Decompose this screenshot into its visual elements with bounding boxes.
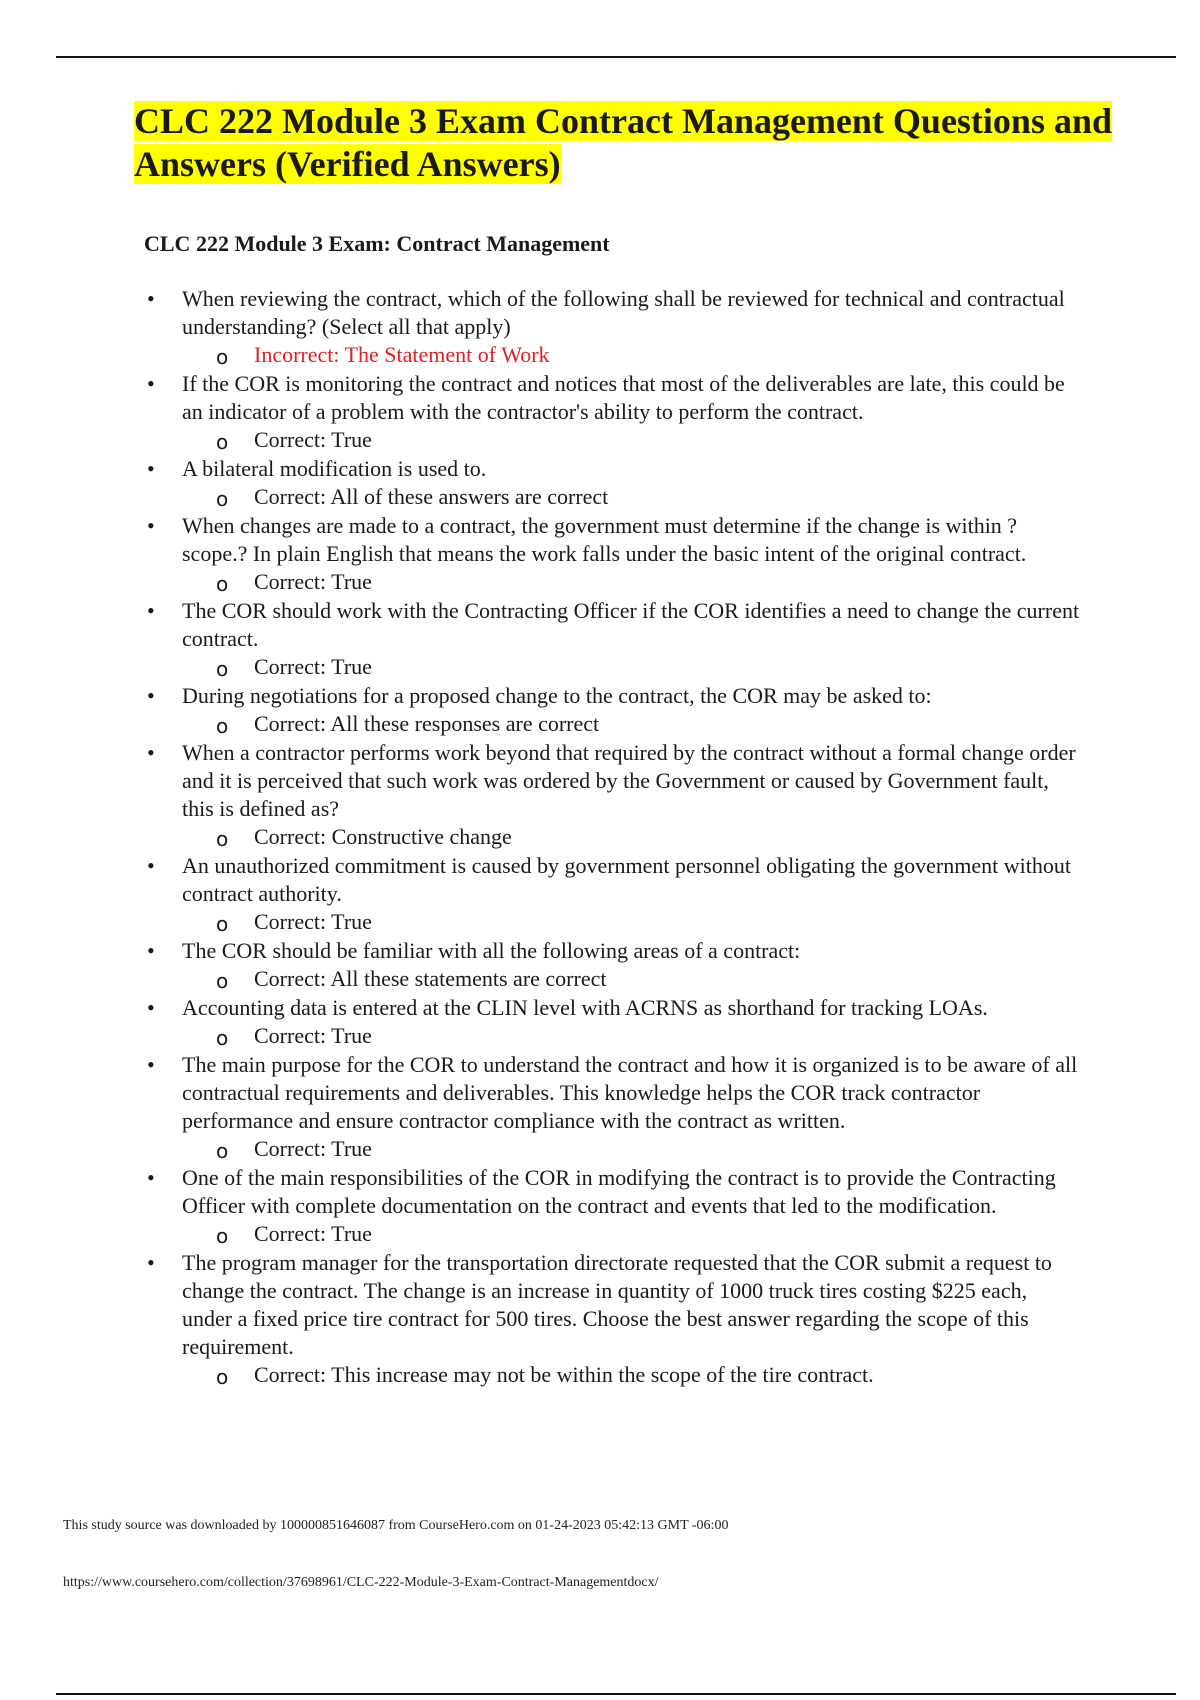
question-item <box>0 455 1200 512</box>
question-text: The COR should be familiar with all the following areas of a contract: <box>182 938 801 963</box>
question-item <box>0 285 1200 370</box>
question-text: A bilateral modification is used to. <box>182 456 487 481</box>
answer-correct: Correct: Constructive change <box>254 824 512 849</box>
question-item <box>0 937 1200 994</box>
question-text: During negotiations for a proposed change to the contract, the COR may be asked to: <box>182 683 932 708</box>
answer-correct: Correct: All these responses are correct <box>254 711 600 736</box>
question-text: One of the main responsibilities of the COR in modifying the contract is to provide the Contracting Officer with complete documentation on the contract and events that led to the modification. <box>182 1165 1056 1218</box>
sub-bullet-circle-icon: o <box>216 1139 229 1163</box>
sub-bullet-circle-icon: o <box>216 430 229 454</box>
question-text: If the COR is monitoring the contract and notices that most of the deliverables are late, this could be an indicator of a problem with the contractor's ability to perform the contract. <box>182 371 1065 424</box>
sub-bullet-circle-icon: o <box>216 345 229 369</box>
answer-row <box>0 568 1200 597</box>
answer-row <box>0 653 1200 682</box>
sub-bullet-circle-icon: o <box>216 572 229 596</box>
bullet-icon: • <box>147 938 155 963</box>
question-text: When changes are made to a contract, the government must determine if the change is within ?scope.? In plain English that means the work falls under the basic intent of the original contract. <box>182 513 1027 566</box>
answer-row <box>0 908 1200 937</box>
question-item <box>0 370 1200 455</box>
bullet-icon: • <box>147 683 155 708</box>
question-item <box>0 852 1200 937</box>
answer-row <box>0 341 1200 370</box>
answer-correct: Correct: True <box>254 909 372 934</box>
question-item <box>0 1051 1200 1164</box>
sub-bullet-circle-icon: o <box>216 1224 229 1248</box>
answer-row <box>0 1220 1200 1249</box>
sub-bullet-circle-icon: o <box>216 912 229 936</box>
bullet-icon: • <box>147 286 155 311</box>
sub-bullet-circle-icon: o <box>216 1365 229 1389</box>
section-subtitle: CLC 222 Module 3 Exam: Contract Management <box>144 231 610 256</box>
answer-correct: Correct: True <box>254 1023 372 1048</box>
answer-correct: Correct: True <box>254 654 372 679</box>
question-item <box>0 512 1200 597</box>
sub-bullet-circle-icon: o <box>216 714 229 738</box>
question-list <box>0 285 1200 1390</box>
bullet-icon: • <box>147 598 155 623</box>
answer-correct: Correct: True <box>254 1221 372 1246</box>
question-item <box>0 739 1200 852</box>
answer-correct: Correct: True <box>254 569 372 594</box>
answer-row <box>0 1361 1200 1390</box>
answer-correct: Correct: True <box>254 427 372 452</box>
bullet-icon: • <box>147 456 155 481</box>
answer-row <box>0 426 1200 455</box>
download-source-note: This study source was downloaded by 100000851646087 from CourseHero.com on 01-24-2023 05:42:13 GMT -06:00 <box>63 1518 729 1533</box>
sub-bullet-circle-icon: o <box>216 1026 229 1050</box>
question-item <box>0 994 1200 1051</box>
bullet-icon: • <box>147 1250 155 1275</box>
answer-row <box>0 1022 1200 1051</box>
title-highlight: CLC 222 Module 3 Exam Contract Management Questions and Answers (Verified Answers) <box>134 101 1112 184</box>
answer-correct: Correct: All of these answers are correct <box>254 484 609 509</box>
sub-bullet-circle-icon: o <box>216 969 229 993</box>
bullet-icon: • <box>147 995 155 1020</box>
bullet-icon: • <box>147 1165 155 1190</box>
question-text: When a contractor performs work beyond that required by the contract without a formal change order and it is perceived that such work was ordered by the Government or caused by Government fault, this is defined as? <box>182 740 1076 821</box>
question-text: When reviewing the contract, which of the following shall be reviewed for technical and contractual understanding? (Select all that apply) <box>182 286 1065 339</box>
question-item <box>0 1249 1200 1390</box>
bullet-icon: • <box>147 1052 155 1077</box>
bullet-icon: • <box>147 371 155 396</box>
answer-row <box>0 965 1200 994</box>
answer-row <box>0 710 1200 739</box>
answer-correct: Correct: True <box>254 1136 372 1161</box>
answer-correct: Correct: This increase may not be within the scope of the tire contract. <box>254 1362 874 1387</box>
bottom-rule <box>56 1693 1176 1695</box>
answer-row <box>0 1135 1200 1164</box>
answer-correct: Correct: All these statements are correct <box>254 966 607 991</box>
question-item <box>0 1164 1200 1249</box>
bullet-icon: • <box>147 513 155 538</box>
question-item <box>0 597 1200 682</box>
question-item <box>0 682 1200 739</box>
question-text: The main purpose for the COR to understand the contract and how it is organized is to be aware of all contractual requirements and deliverables. This knowledge helps the COR track contractor performance and ensure contractor compliance with the contract as written. <box>182 1052 1078 1133</box>
bullet-icon: • <box>147 740 155 765</box>
top-rule <box>56 56 1176 58</box>
sub-bullet-circle-icon: o <box>216 657 229 681</box>
sub-bullet-circle-icon: o <box>216 827 229 851</box>
source-url: https://www.coursehero.com/collection/37698961/CLC-222-Module-3-Exam-Contract-Managementdocx/ <box>63 1575 659 1590</box>
answer-row <box>0 483 1200 512</box>
question-text: Accounting data is entered at the CLIN level with ACRNS as shorthand for tracking LOAs. <box>182 995 988 1020</box>
answer-row <box>0 823 1200 852</box>
question-text: The program manager for the transportation directorate requested that the COR submit a request to change the contract. The change is an increase in quantity of 1000 truck tires costing $225 each, under a fixed price tire contract for 500 tires. Choose the best answer regarding the scope of this requirement. <box>182 1250 1052 1359</box>
document-title <box>134 100 1134 186</box>
sub-bullet-circle-icon: o <box>216 487 229 511</box>
bullet-icon: • <box>147 853 155 878</box>
answer-incorrect: Incorrect: The Statement of Work <box>254 342 550 367</box>
question-text: An unauthorized commitment is caused by government personnel obligating the government without contract authority. <box>182 853 1071 906</box>
question-text: The COR should work with the Contracting Officer if the COR identifies a need to change the current contract. <box>182 598 1080 651</box>
